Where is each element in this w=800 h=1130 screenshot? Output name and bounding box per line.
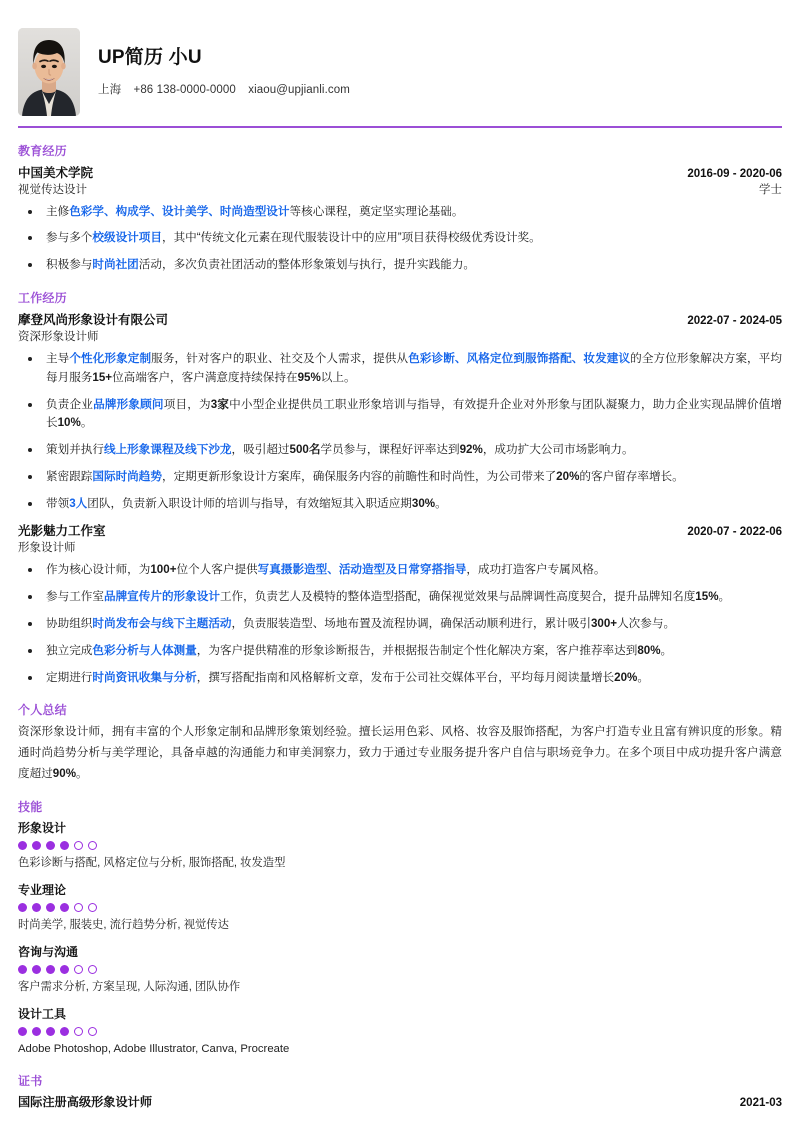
entry-subtitle: 形象设计师: [18, 542, 76, 555]
contact-location: 上海: [98, 83, 122, 96]
bullet-item: 主修色彩学、构成学、设计美学、时尚造型设计等核心课程，奠定坚实理论基础。: [18, 203, 782, 222]
highlighted-text: 线上形象课程及线下沙龙: [103, 443, 232, 457]
entry-header-row: [18, 521, 782, 539]
bullet-item: 协助组织时尚发布会与线下主题活动，负责服装造型、场地布置及流程协调，确保活动顺利进行，累计吸引300+人次参与。: [18, 615, 782, 634]
resume-header: [0, 0, 800, 104]
highlighted-text: 品牌宣传片的形象设计: [103, 590, 220, 604]
header-divider: [18, 126, 782, 128]
skill-dot-filled: [46, 841, 55, 850]
section-education: [0, 142, 800, 275]
skill-dot-filled: [60, 1027, 69, 1036]
bullet-item: 策划并执行线上形象课程及线下沙龙，吸引超过500名学员参与，课程好评率达到92%，成功扩大公司市场影响力。: [18, 441, 782, 460]
skill-dot-filled: [18, 965, 27, 974]
highlighted-text: 3人: [69, 496, 88, 510]
skill-dot-empty: [74, 841, 83, 850]
highlighted-text: 时尚发布会与线下主题活动: [92, 616, 232, 630]
highlighted-text: 色彩学、构成学、设计美学、时尚造型设计: [69, 204, 290, 218]
skill-description: Adobe Photoshop, Adobe Illustrator, Canva, Procreate: [18, 1043, 290, 1055]
entry-organization: 中国美术学院: [18, 165, 94, 180]
contact-phone: +86 138-0000-0000: [133, 83, 236, 96]
contact-line: [98, 81, 350, 97]
summary-text: 资深形象设计师，拥有丰富的个人形象定制和品牌形象策划经验。擅长运用色彩、风格、妆容及服饰搭配，为客户打造专业且富有辨识度的形象。精通时尚趋势分析与美学理论，具备卓越的沟通能力和审美洞察力，致力于通过专业服务提升客户自信与职场竞争力。在多个项目中成功提升客户满意度超过90%。: [18, 725, 782, 780]
entry-date-range: 2020-07 - 2022-06: [687, 526, 782, 539]
skills-list: [18, 819, 782, 1058]
entry-date-range: 2022-07 - 2024-05: [687, 314, 782, 327]
entry-header-row: [18, 310, 782, 328]
skill-dot-filled: [32, 903, 41, 912]
skill-dot-empty: [74, 903, 83, 912]
highlighted-text: 写真摄影造型、活动造型及日常穿搭指导: [257, 563, 467, 577]
skill-dot-filled: [46, 965, 55, 974]
skill-description: 客户需求分析, 方案呈现, 人际沟通, 团队协作: [18, 981, 241, 994]
emphasized-text: 15%: [695, 590, 719, 604]
skill-level-dots: [18, 965, 782, 974]
contact-email: xiaou@upjianli.com: [248, 83, 350, 96]
emphasized-text: 30%: [411, 496, 436, 510]
highlighted-text: 校级设计项目: [92, 231, 162, 245]
skill-dot-filled: [60, 903, 69, 912]
emphasized-text: 100+: [150, 563, 177, 577]
emphasized-text: 20%: [614, 670, 638, 684]
entry-subtitle: 资深形象设计师: [18, 330, 99, 343]
skill-dot-filled: [32, 841, 41, 850]
bullet-item: 主导个性化形象定制服务，针对客户的职业、社交及个人需求，提供从色彩诊断、风格定位到服饰搭配、妆发建议的全方位形象解决方案，平均每月服务15+位高端客户，客户满意度持续保持在95%以上。: [18, 350, 782, 388]
header-text-block: [98, 47, 350, 97]
highlighted-text: 个性化形象定制: [69, 351, 152, 365]
entry-subtitle: 视觉传达设计: [18, 183, 87, 196]
skill-dot-empty: [88, 903, 97, 912]
bullet-item: 参与工作室品牌宣传片的形象设计工作，负责艺人及模特的整体造型搭配，确保视觉效果与品牌调性高度契合，提升品牌知名度15%。: [18, 588, 782, 607]
emphasized-text: 95%: [297, 370, 321, 384]
emphasized-text: 10%: [57, 416, 81, 430]
skill-dot-filled: [18, 1027, 27, 1036]
certificate-name: 国际注册高级形象设计师: [18, 1094, 153, 1109]
highlighted-text: 品牌形象顾问: [93, 397, 164, 411]
highlighted-text: 色彩分析与人体测量: [92, 643, 197, 657]
skill-level-dots: [18, 841, 782, 850]
bullet-item: 作为核心设计师，为100+位个人客户提供写真摄影造型、活动造型及日常穿搭指导，成功打造客户专属风格。: [18, 561, 782, 580]
experience-entry: [18, 310, 782, 513]
section-title-summary: 个人总结: [18, 703, 67, 718]
section-title-education: 教育经历: [18, 143, 67, 158]
skill-description: 时尚美学, 服装史, 流行趋势分析, 视觉传达: [18, 919, 229, 932]
bullet-item: 参与多个校级设计项目，其中“传统文化元素在现代服装设计中的应用”项目获得校级优秀设计奖。: [18, 229, 782, 248]
skill-description: 色彩诊断与搭配, 风格定位与分析, 服饰搭配, 妆发造型: [18, 857, 286, 870]
section-title-certificates: 证书: [18, 1073, 43, 1088]
skill-name: 专业理论: [18, 883, 67, 898]
skill-level-dots: [18, 903, 782, 912]
bullet-item: 紧密跟踪国际时尚趋势，定期更新形象设计方案库，确保服务内容的前瞻性和时尚性，为公司带来了20%的客户留存率增长。: [18, 468, 782, 487]
certificate-date: 2021-03: [739, 1096, 782, 1109]
profile-photo: [18, 28, 80, 116]
section-summary: [0, 701, 800, 784]
highlighted-text: 时尚资讯收集与分析: [92, 670, 197, 684]
skill-name: 设计工具: [18, 1007, 67, 1021]
emphasized-text: 3家: [210, 397, 230, 411]
certificate-list: [18, 1093, 782, 1110]
skill-name: 咨询与沟通: [18, 945, 79, 960]
entry-date-range: 2016-09 - 2020-06: [687, 167, 782, 180]
bullet-item: 独立完成色彩分析与人体测量，为客户提供精准的形象诊断报告，并根据报告制定个性化解决方案，客户推荐率达到80%。: [18, 642, 782, 661]
emphasized-text: 20%: [556, 469, 580, 483]
skill-dot-empty: [74, 1027, 83, 1036]
emphasized-text: 300+: [590, 616, 618, 630]
highlighted-text: 国际时尚趋势: [92, 469, 162, 483]
emphasized-text: 500名: [289, 443, 321, 457]
candidate-name: UP简历 小U: [98, 47, 202, 69]
highlighted-text: 时尚社团: [92, 258, 139, 272]
entry-subtitle-right: 学士: [759, 183, 782, 196]
section-certificates: [0, 1072, 800, 1110]
skill-dot-filled: [32, 965, 41, 974]
skill-dot-filled: [46, 1027, 55, 1036]
skill-dot-filled: [60, 965, 69, 974]
highlighted-text: 色彩诊断、风格定位到服饰搭配、妆发建议: [408, 351, 631, 365]
emphasized-text: 92%: [459, 443, 483, 457]
bullet-item: 负责企业品牌形象顾问项目，为3家中小型企业提供员工职业形象培训与指导，有效提升企业对外形象与团队凝聚力，助力企业实现品牌价值增长10%。: [18, 396, 782, 434]
experience-entry: [18, 521, 782, 687]
entry-subtitle-row: [18, 181, 782, 197]
section-title-skills: 技能: [18, 800, 43, 815]
section-skills: [0, 798, 800, 1058]
entry-subtitle-row: [18, 539, 782, 555]
skill-item: [18, 881, 782, 934]
bullet-item: 积极参与时尚社团活动，多次负责社团活动的整体形象策划与执行，提升实践能力。: [18, 256, 782, 275]
skill-name: 形象设计: [18, 821, 67, 836]
entry-organization: 光影魅力工作室: [18, 524, 106, 539]
work-entries: [18, 310, 782, 687]
skill-dot-filled: [46, 903, 55, 912]
entry-bullet-list: [18, 350, 782, 513]
skill-dot-filled: [60, 841, 69, 850]
bullet-item: 带领3人团队，负责新入职设计师的培训与指导，有效缩短其入职适应期30%。: [18, 495, 782, 514]
skill-dot-empty: [88, 1027, 97, 1036]
skill-dot-filled: [18, 903, 27, 912]
education-entries: [18, 163, 782, 275]
experience-entry: [18, 163, 782, 275]
entry-header-row: [18, 163, 782, 181]
section-work: [0, 289, 800, 687]
skill-level-dots: [18, 1027, 782, 1036]
entry-bullet-list: [18, 203, 782, 275]
skill-item: [18, 943, 782, 996]
section-title-work: 工作经历: [18, 290, 67, 305]
entry-organization: 摩登风尚形象设计有限公司: [18, 312, 169, 327]
entry-subtitle-row: [18, 328, 782, 344]
bullet-item: 定期进行时尚资讯收集与分析，撰写搭配指南和风格解析文章，发布于公司社交媒体平台，平均每月阅读量增长20%。: [18, 669, 782, 688]
skill-dot-empty: [88, 965, 97, 974]
certificate-row: [18, 1093, 782, 1110]
emphasized-text: 80%: [637, 643, 661, 657]
skill-dot-empty: [74, 965, 83, 974]
skill-item: [18, 819, 782, 872]
emphasized-text: 15+: [92, 370, 113, 384]
skill-dot-empty: [88, 841, 97, 850]
skill-dot-filled: [32, 1027, 41, 1036]
skill-item: [18, 1005, 782, 1058]
entry-bullet-list: [18, 561, 782, 687]
emphasized-text: 90%: [52, 766, 77, 780]
skill-dot-filled: [18, 841, 27, 850]
